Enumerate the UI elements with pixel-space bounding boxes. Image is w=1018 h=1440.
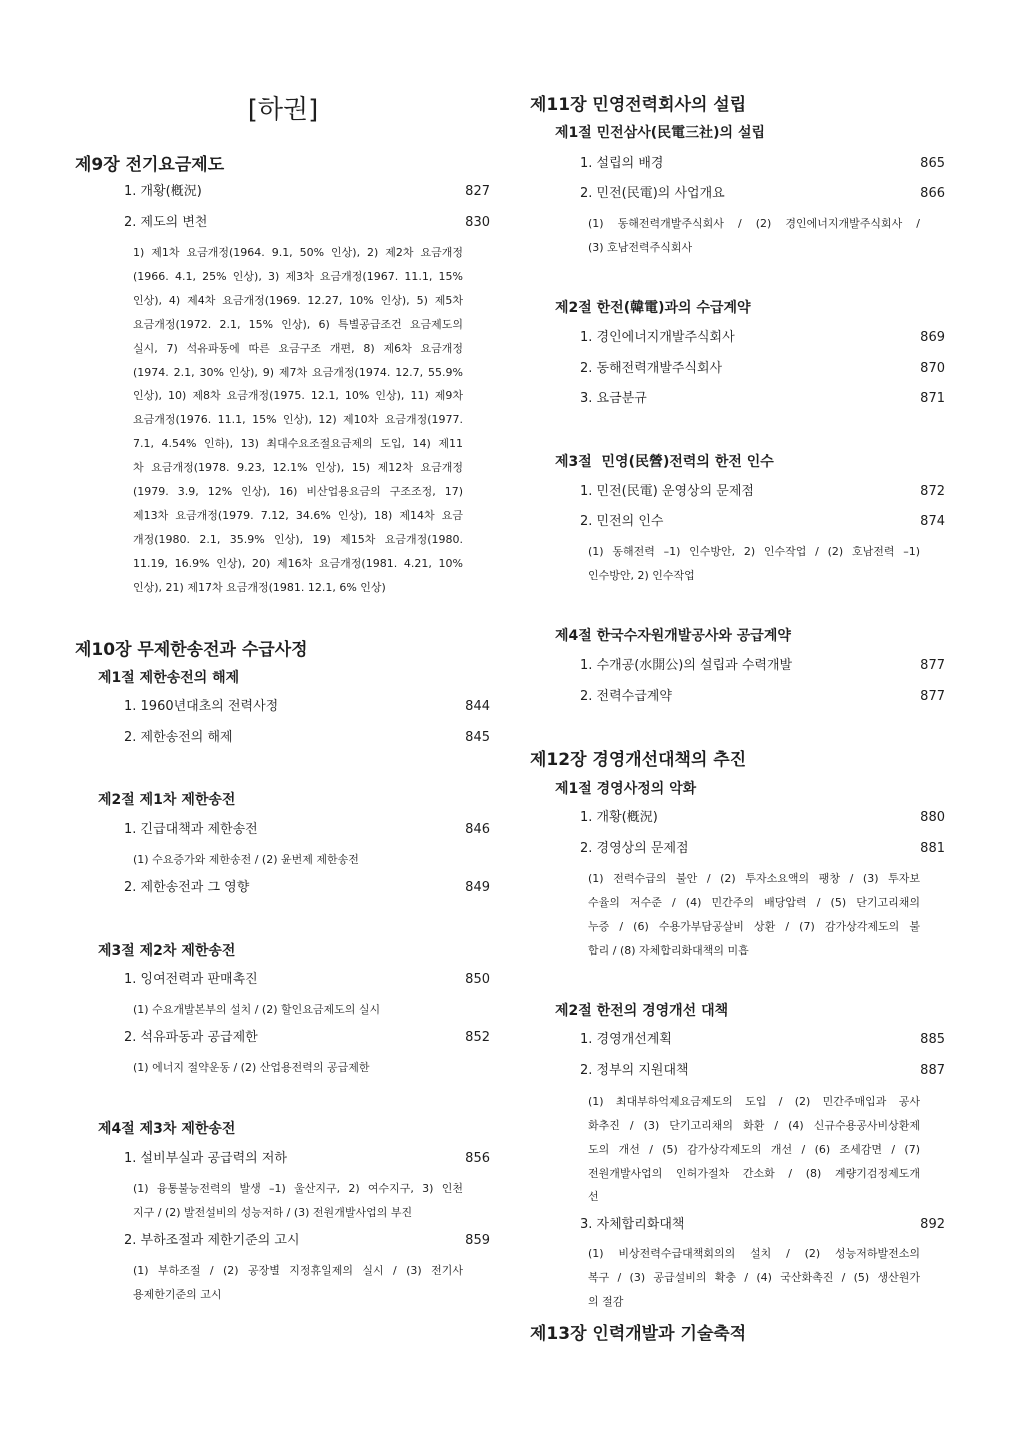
page-number: 844 (465, 699, 490, 714)
toc-entry (124, 821, 490, 839)
detail-line: 화추진 / (3) 단기고리채의 화환 / (4) 신규수용공사비상환제 (588, 1119, 920, 1132)
toc-entry (124, 1150, 490, 1168)
page-number: 892 (920, 1217, 945, 1232)
detail-line: (1) 에너지 절약운동 / (2) 산업용전력의 공급제한 (133, 1061, 370, 1074)
detail-line: 누증 / (6) 수용가부담공살비 상환 / (7) 감가상각제도의 불 (588, 920, 920, 933)
entry-title: 2. 민전의 인수 (580, 514, 664, 529)
toc-entry (580, 809, 945, 827)
section-title: 제1절 제한송전의 해제 (98, 670, 240, 686)
detail-line: (1) 수요개발본부의 설치 / (2) 할인요금제도의 실시 (133, 1003, 381, 1016)
detail-line: (1) 최대부하억제요금제도의 도입 / (2) 민간주매입과 공사 (588, 1095, 920, 1108)
detail-line: (1974. 2.1, 30% 인상), 9) 제7차 요금개정(1974. 12.7, 55.9% (133, 366, 463, 379)
toc-entry (580, 513, 945, 531)
detail-line: (1) 부하조절 / (2) 공장별 지정휴일제의 실시 / (3) 전기사 (133, 1264, 463, 1277)
detail-line: 지구 / (2) 발전설비의 성능저하 / (3) 전원개발사업의 부진 (133, 1206, 413, 1219)
detail-line: 제13차 요금개정(1979. 7.12, 34.6% 인상), 18) 제14차 요금 (133, 509, 463, 522)
detail-line: (1) 동해전력 –1) 인수방안, 2) 인수작업 / (2) 호남전력 –1) (588, 545, 920, 558)
section-title: 제2절 한전의 경영개선 대책 (555, 1003, 729, 1019)
page-number: 877 (920, 689, 945, 704)
section-title: 제4절 제3차 제한송전 (98, 1121, 236, 1137)
toc-entry (124, 879, 490, 897)
section-title: 제1절 민전삼사(民電三社)의 설립 (555, 125, 766, 141)
chapter-title: 제11장 민영전력회사의 설립 (530, 95, 747, 115)
toc-entry (580, 840, 945, 858)
section-title: 제2절 한전(韓電)과의 수급계약 (555, 300, 751, 316)
page-number: 846 (465, 822, 490, 837)
detail-line: 11.19, 16.9% 인상), 20) 제16차 요금개정(1981. 4.21, 10% (133, 557, 463, 570)
toc-entry (580, 657, 945, 675)
toc-entry (580, 1062, 945, 1080)
detail-line: 용제한기준의 고시 (133, 1288, 222, 1301)
page-number: 877 (920, 658, 945, 673)
page-number: 845 (465, 730, 490, 745)
page-number: 887 (920, 1063, 945, 1078)
page-number: 874 (920, 514, 945, 529)
detail-line: 복구 / (3) 공급설비의 확충 / (4) 국산화촉진 / (5) 생산원가 (588, 1271, 920, 1284)
detail-line: (1) 융통불능전력의 발생 –1) 울산지구, 2) 여수지구, 3) 인천 (133, 1182, 463, 1195)
page-number: 872 (920, 484, 945, 499)
toc-entry (580, 688, 945, 706)
page-number: 866 (920, 186, 945, 201)
page-number: 830 (465, 215, 490, 230)
detail-line: 7.1, 4.54% 인하), 13) 최대수요조절요금제의 도입, 14) 제11 (133, 437, 463, 450)
page-number: 852 (465, 1030, 490, 1045)
detail-line: 실시, 7) 석유파동에 따른 요금구조 개편, 8) 제6차 요금개정 (133, 342, 463, 355)
page-number: 869 (920, 330, 945, 345)
entry-title: 1. 설비부실과 공급력의 저하 (124, 1151, 287, 1166)
detail-line: (3) 호남전력주식회사 (588, 241, 693, 254)
toc-entry (124, 183, 490, 201)
toc-entry (580, 390, 945, 408)
detail-line: 인상), 4) 제4차 요금개정(1969. 12.27, 10% 인상), 5) 제5차 (133, 294, 463, 307)
detail-line: 전원개발사업의 인허가절차 간소화 / (8) 계량기검정제도개 (588, 1167, 920, 1180)
page-number: 885 (920, 1032, 945, 1047)
detail-line: 인상), 10) 제8차 요금개정(1975. 12.1, 10% 인상), 11) 제9차 (133, 389, 463, 402)
section-title: 제3절 민영(民營)전력의 한전 인수 (555, 454, 774, 470)
entry-title: 3. 요금분규 (580, 391, 647, 406)
detail-line: 인수방안, 2) 인수작업 (588, 569, 695, 582)
chapter-title: 제12장 경영개선대책의 추진 (530, 750, 747, 770)
detail-line: 요금개정(1976. 11.1, 15% 인상), 12) 제10차 요금개정(1977. (133, 413, 463, 426)
detail-line: (1966. 4.1, 25% 인상), 3) 제3차 요금개정(1967. 11.1, 15% (133, 270, 463, 283)
chapter-title: 제9장 전기요금제도 (75, 155, 225, 175)
page-number: 880 (920, 810, 945, 825)
detail-line: 요금개정(1972. 2.1, 15% 인상), 6) 특별공급조건 요금제도의 (133, 318, 463, 331)
page-number: 827 (465, 184, 490, 199)
entry-title: 1. 설립의 배경 (580, 156, 664, 171)
detail-line: (1) 수요증가와 제한송전 / (2) 윤번제 제한송전 (133, 853, 359, 866)
entry-title: 2. 경영상의 문제점 (580, 841, 689, 856)
chapter-title: 제10장 무제한송전과 수급사정 (75, 640, 308, 660)
page-number: 859 (465, 1233, 490, 1248)
toc-entry (580, 329, 945, 347)
detail-line: 의 절감 (588, 1295, 624, 1308)
entry-title: 2. 부하조절과 제한기준의 고시 (124, 1233, 300, 1248)
section-title: 제3절 제2차 제한송전 (98, 943, 236, 959)
detail-line: 선 (588, 1190, 599, 1203)
detail-line: 개정(1980. 2.1, 35.9% 인상), 19) 제15차 요금개정(1980. (133, 533, 463, 546)
entry-title: 1. 긴급대책과 제한송전 (124, 822, 258, 837)
detail-line: 차 요금개정(1978. 9.23, 12.1% 인상), 15) 제12차 요금개정 (133, 461, 463, 474)
toc-entry (580, 483, 945, 501)
page-number: 856 (465, 1151, 490, 1166)
toc-entry (124, 971, 490, 989)
entry-title: 1. 경인에너지개발주식회사 (580, 330, 735, 345)
toc-entry (124, 729, 490, 747)
detail-line: (1979. 3.9, 12% 인상), 16) 비산업용요금의 구조조정, 17) (133, 485, 463, 498)
section-title: 제1절 경영사정의 악화 (555, 781, 697, 797)
entry-title: 2. 제도의 변천 (124, 215, 208, 230)
entry-title: 3. 자체합리화대책 (580, 1217, 685, 1232)
page-number: 870 (920, 361, 945, 376)
entry-title: 1. 1960년대초의 전력사정 (124, 699, 279, 714)
entry-title: 2. 전력수급계약 (580, 689, 672, 704)
detail-line: (1) 전력수급의 불안 / (2) 투자소요액의 팽창 / (3) 투자보 (588, 872, 920, 885)
entry-title: 2. 제한송전의 해제 (124, 730, 233, 745)
toc-entry (580, 1216, 945, 1234)
detail-line: 수율의 저수준 / (4) 민간주의 배당압력 / (5) 단기고리채의 (588, 896, 920, 909)
entry-title: 2. 석유파동과 공급제한 (124, 1030, 258, 1045)
entry-title: 2. 제한송전과 그 영향 (124, 880, 250, 895)
page-number: 881 (920, 841, 945, 856)
toc-entry (124, 1232, 490, 1250)
detail-line: 인상), 21) 제17차 요금개정(1981. 12.1, 6% 인상) (133, 581, 386, 594)
toc-entry (580, 185, 945, 203)
entry-title: 1. 수개공(水開公)의 설립과 수력개발 (580, 658, 793, 673)
entry-title: 1. 개황(槪況) (580, 810, 658, 825)
entry-title: 1. 잉여전력과 판매촉진 (124, 972, 258, 987)
toc-entry (124, 1029, 490, 1047)
entry-title: 2. 동해전력개발주식회사 (580, 361, 723, 376)
page-number: 849 (465, 880, 490, 895)
toc-entry (580, 360, 945, 378)
page-number: 871 (920, 391, 945, 406)
toc-entry (124, 214, 490, 232)
detail-line: 도의 개선 / (5) 감가상각제도의 개선 / (6) 조세감면 / (7) (588, 1143, 920, 1156)
page-number: 865 (920, 156, 945, 171)
toc-entry (124, 698, 490, 716)
detail-line: (1) 비상전력수급대책회의의 설치 / (2) 성능저하발전소의 (588, 1247, 920, 1260)
section-title: 제4절 한국수자원개발공사와 공급계약 (555, 628, 791, 644)
detail-line: 1) 제1차 요금개정(1964. 9.1, 50% 인상), 2) 제2차 요금개정 (133, 246, 463, 259)
entry-title: 1. 민전(民電) 운영상의 문제점 (580, 484, 754, 499)
detail-line: 합리 / (8) 자체합리화대책의 미흡 (588, 944, 749, 957)
page-number: 850 (465, 972, 490, 987)
section-title: 제2절 제1차 제한송전 (98, 792, 236, 808)
toc-entry (580, 1031, 945, 1049)
entry-title: 2. 민전(民電)의 사업개요 (580, 186, 725, 201)
entry-title: 2. 정부의 지원대책 (580, 1063, 689, 1078)
entry-title: 1. 경영개선계획 (580, 1032, 672, 1047)
volume-title: [하권] (247, 95, 319, 125)
entry-title: 1. 개황(槪況) (124, 184, 202, 199)
chapter-title: 제13장 인력개발과 기술축적 (530, 1324, 747, 1344)
detail-line: (1) 동해전력개발주식회사 / (2) 경인에너지개발주식회사 / (588, 217, 920, 230)
toc-entry (580, 155, 945, 173)
